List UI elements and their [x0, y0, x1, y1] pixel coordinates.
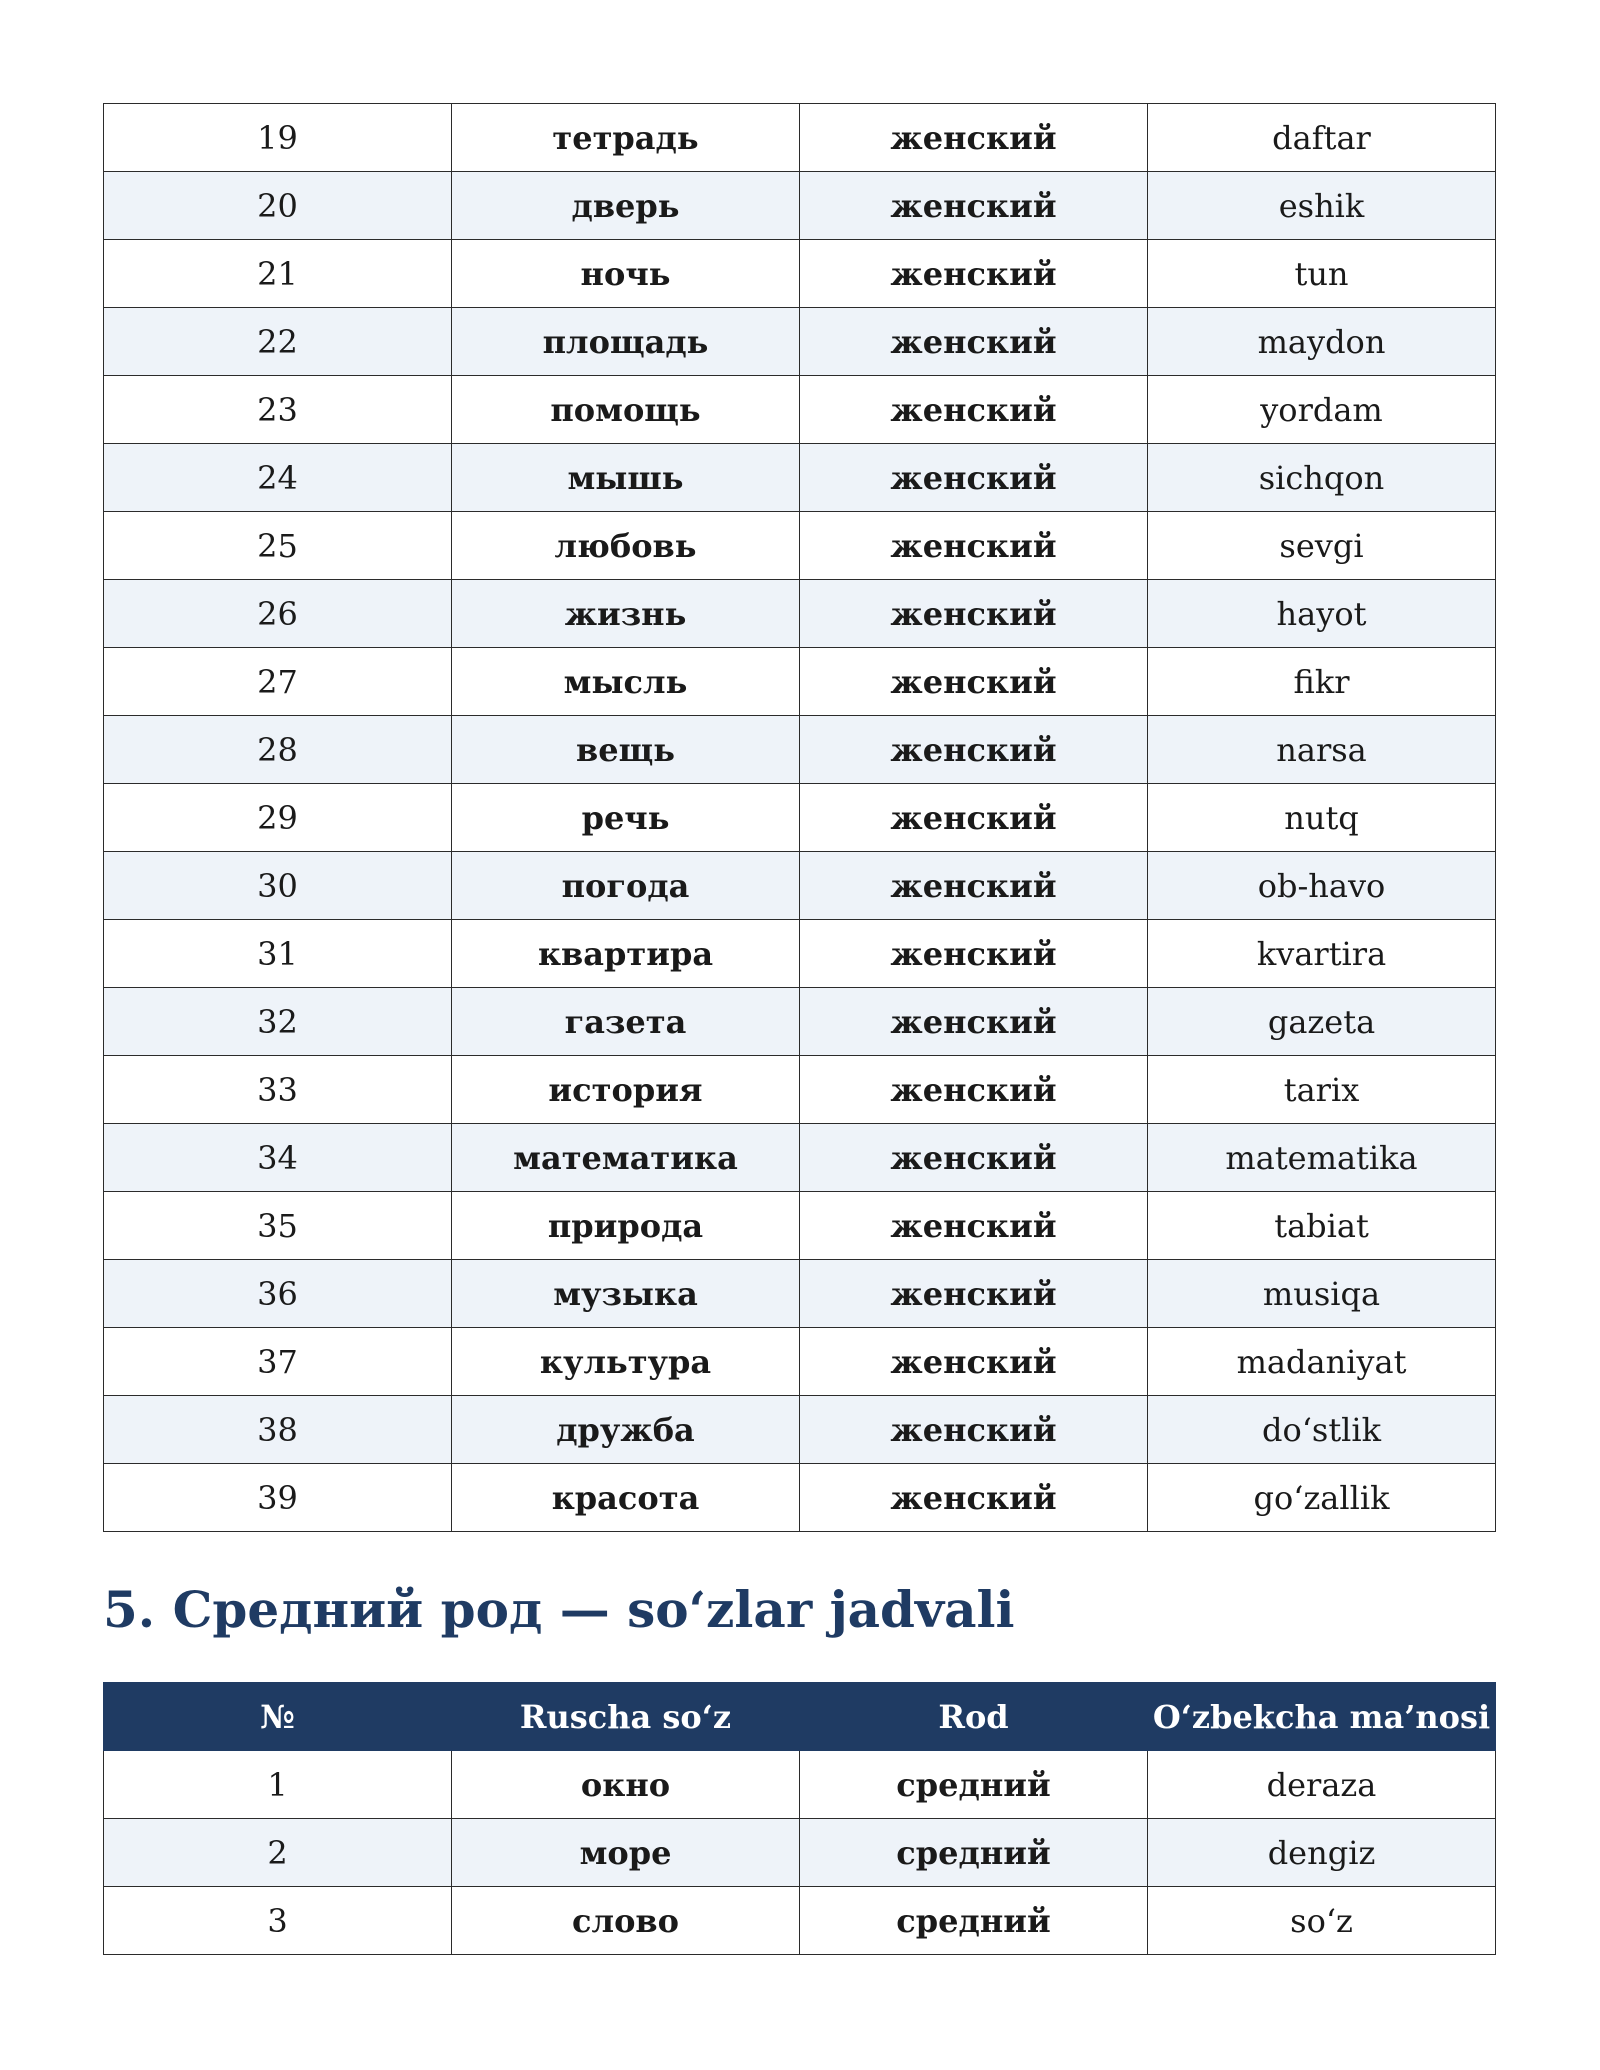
gender: женский	[800, 648, 1148, 716]
row-number: 23	[104, 376, 452, 444]
gender: средний	[800, 1887, 1148, 1955]
row-number: 19	[104, 104, 452, 172]
russian-word: дружба	[452, 1396, 800, 1464]
gender: женский	[800, 240, 1148, 308]
russian-word: история	[452, 1056, 800, 1124]
row-number: 25	[104, 512, 452, 580]
gender: женский	[800, 716, 1148, 784]
row-number: 37	[104, 1328, 452, 1396]
gender: женский	[800, 1056, 1148, 1124]
russian-word: ночь	[452, 240, 800, 308]
table-row	[104, 1056, 1496, 1124]
russian-word: море	[452, 1819, 800, 1887]
row-number: 33	[104, 1056, 452, 1124]
table-row	[104, 512, 1496, 580]
table-row	[104, 240, 1496, 308]
russian-word: площадь	[452, 308, 800, 376]
uzbek-meaning: dengiz	[1148, 1819, 1496, 1887]
russian-word: слово	[452, 1887, 800, 1955]
uzbek-meaning: ob-havo	[1148, 852, 1496, 920]
uzbek-meaning: hayot	[1148, 580, 1496, 648]
uzbek-meaning: go‘zallik	[1148, 1464, 1496, 1532]
uzbek-meaning: madaniyat	[1148, 1328, 1496, 1396]
uzbek-meaning: maydon	[1148, 308, 1496, 376]
uzbek-meaning: tabiat	[1148, 1192, 1496, 1260]
table-row	[104, 852, 1496, 920]
header-row	[104, 1683, 1496, 1751]
row-number: 2	[104, 1819, 452, 1887]
row-number: 24	[104, 444, 452, 512]
uzbek-meaning: daftar	[1148, 104, 1496, 172]
table-row	[104, 784, 1496, 852]
gender: женский	[800, 512, 1148, 580]
vocab-table-neuter	[103, 1682, 1496, 1955]
uzbek-meaning: tun	[1148, 240, 1496, 308]
row-number: 36	[104, 1260, 452, 1328]
table-row	[104, 920, 1496, 988]
gender: женский	[800, 1192, 1148, 1260]
table-row	[104, 1887, 1496, 1955]
table-row	[104, 1751, 1496, 1819]
russian-word: дверь	[452, 172, 800, 240]
gender: женский	[800, 104, 1148, 172]
russian-word: красота	[452, 1464, 800, 1532]
uzbek-meaning: deraza	[1148, 1751, 1496, 1819]
row-number: 21	[104, 240, 452, 308]
row-number: 3	[104, 1887, 452, 1955]
table-row	[104, 1464, 1496, 1532]
table-row	[104, 1819, 1496, 1887]
column-header-russian-word: Ruscha so‘z	[452, 1683, 800, 1751]
table-row	[104, 716, 1496, 784]
row-number: 30	[104, 852, 452, 920]
uzbek-meaning: yordam	[1148, 376, 1496, 444]
russian-word: погода	[452, 852, 800, 920]
row-number: 35	[104, 1192, 452, 1260]
russian-word: окно	[452, 1751, 800, 1819]
russian-word: речь	[452, 784, 800, 852]
gender: женский	[800, 444, 1148, 512]
russian-word: жизнь	[452, 580, 800, 648]
column-header-gender: Rod	[800, 1683, 1148, 1751]
row-number: 34	[104, 1124, 452, 1192]
russian-word: музыка	[452, 1260, 800, 1328]
uzbek-meaning: eshik	[1148, 172, 1496, 240]
gender: средний	[800, 1751, 1148, 1819]
uzbek-meaning: so‘z	[1148, 1887, 1496, 1955]
table-row	[104, 580, 1496, 648]
gender: женский	[800, 988, 1148, 1056]
uzbek-meaning: kvartira	[1148, 920, 1496, 988]
uzbek-meaning: gazeta	[1148, 988, 1496, 1056]
row-number: 39	[104, 1464, 452, 1532]
gender: женский	[800, 1124, 1148, 1192]
russian-word: природа	[452, 1192, 800, 1260]
gender: средний	[800, 1819, 1148, 1887]
gender: женский	[800, 1260, 1148, 1328]
gender: женский	[800, 852, 1148, 920]
russian-word: вещь	[452, 716, 800, 784]
uzbek-meaning: tarix	[1148, 1056, 1496, 1124]
row-number: 32	[104, 988, 452, 1056]
russian-word: помощь	[452, 376, 800, 444]
gender: женский	[800, 784, 1148, 852]
uzbek-meaning: narsa	[1148, 716, 1496, 784]
table-row	[104, 376, 1496, 444]
russian-word: математика	[452, 1124, 800, 1192]
row-number: 1	[104, 1751, 452, 1819]
vocab-table-feminine	[103, 103, 1496, 1532]
table-row	[104, 1396, 1496, 1464]
table-body	[104, 104, 1496, 1532]
russian-word: газета	[452, 988, 800, 1056]
column-header-number: №	[104, 1683, 452, 1751]
row-number: 26	[104, 580, 452, 648]
uzbek-meaning: fikr	[1148, 648, 1496, 716]
gender: женский	[800, 172, 1148, 240]
column-header-uzbek-meaning: O‘zbekcha ma’nosi	[1148, 1683, 1496, 1751]
russian-word: мысль	[452, 648, 800, 716]
uzbek-meaning: do‘stlik	[1148, 1396, 1496, 1464]
row-number: 20	[104, 172, 452, 240]
russian-word: мышь	[452, 444, 800, 512]
table-row	[104, 1192, 1496, 1260]
uzbek-meaning: sichqon	[1148, 444, 1496, 512]
table-row	[104, 1124, 1496, 1192]
uzbek-meaning: sevgi	[1148, 512, 1496, 580]
gender: женский	[800, 1464, 1148, 1532]
russian-word: культура	[452, 1328, 800, 1396]
row-number: 27	[104, 648, 452, 716]
row-number: 29	[104, 784, 452, 852]
row-number: 38	[104, 1396, 452, 1464]
table-row	[104, 648, 1496, 716]
row-number: 22	[104, 308, 452, 376]
table-row	[104, 308, 1496, 376]
table-row	[104, 1328, 1496, 1396]
row-number: 28	[104, 716, 452, 784]
gender: женский	[800, 308, 1148, 376]
table-row	[104, 444, 1496, 512]
section-title: 5. Средний род — so‘zlar jadvali	[103, 1580, 1015, 1639]
gender: женский	[800, 1328, 1148, 1396]
table-body	[104, 1751, 1496, 1955]
russian-word: тетрадь	[452, 104, 800, 172]
gender: женский	[800, 376, 1148, 444]
row-number: 31	[104, 920, 452, 988]
table-row	[104, 104, 1496, 172]
table-header	[104, 1683, 1496, 1751]
gender: женский	[800, 1396, 1148, 1464]
table-row	[104, 1260, 1496, 1328]
uzbek-meaning: nutq	[1148, 784, 1496, 852]
table-row	[104, 172, 1496, 240]
table-row	[104, 988, 1496, 1056]
gender: женский	[800, 580, 1148, 648]
gender: женский	[800, 920, 1148, 988]
russian-word: любовь	[452, 512, 800, 580]
uzbek-meaning: musiqa	[1148, 1260, 1496, 1328]
uzbek-meaning: matematika	[1148, 1124, 1496, 1192]
russian-word: квартира	[452, 920, 800, 988]
